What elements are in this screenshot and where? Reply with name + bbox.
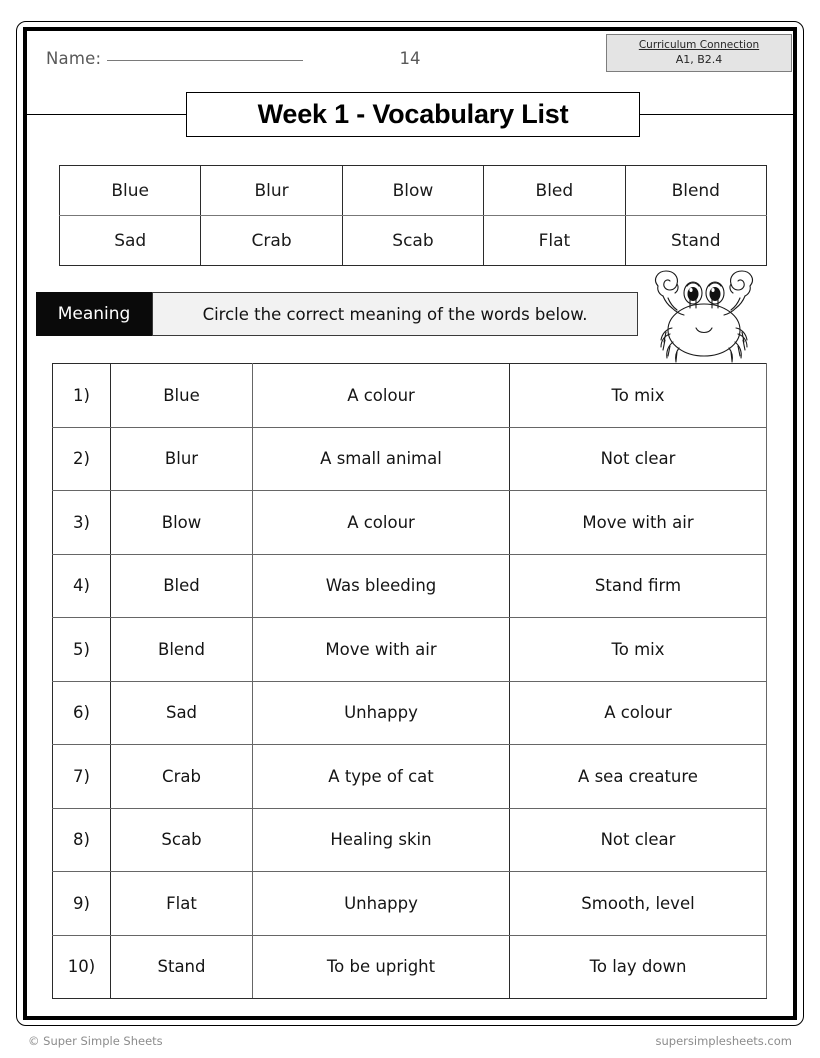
page-footer <box>28 1034 792 1048</box>
word-bank-row <box>60 166 767 216</box>
question-word: Stand <box>111 935 253 999</box>
question-word: Scab <box>111 808 253 872</box>
question-number: 6) <box>53 681 111 745</box>
question-option-b[interactable]: Smooth, level <box>510 872 767 936</box>
question-option-a[interactable]: Move with air <box>253 618 510 682</box>
question-number: 4) <box>53 554 111 618</box>
question-word: Bled <box>111 554 253 618</box>
question-word: Blow <box>111 491 253 555</box>
meaning-questions-body <box>53 364 767 999</box>
word-bank-cell: Crab <box>201 216 342 266</box>
word-bank-body <box>60 166 767 266</box>
curriculum-connection-box <box>606 34 792 72</box>
meaning-instruction-text: Circle the correct meaning of the words below. <box>202 304 588 324</box>
table-row <box>53 935 767 999</box>
table-row <box>53 618 767 682</box>
question-number: 7) <box>53 745 111 809</box>
meaning-instruction-panel <box>152 292 638 336</box>
name-label: Name: <box>46 49 102 68</box>
question-option-a[interactable]: To be upright <box>253 935 510 999</box>
table-row <box>53 681 767 745</box>
meaning-tab-label: Meaning <box>57 304 131 324</box>
footer-copyright: © Super Simple Sheets <box>28 1034 163 1048</box>
curriculum-connection-title: Curriculum Connection <box>638 39 760 51</box>
word-bank-cell: Flat <box>484 216 625 266</box>
question-option-b[interactable]: To mix <box>510 364 767 428</box>
question-number: 8) <box>53 808 111 872</box>
word-bank-cell: Bled <box>484 166 625 216</box>
crab-illustration <box>646 262 762 363</box>
word-bank-cell: Stand <box>625 216 766 266</box>
question-option-a[interactable]: A type of cat <box>253 745 510 809</box>
word-bank-cell: Blend <box>625 166 766 216</box>
question-option-b[interactable]: Stand firm <box>510 554 767 618</box>
question-option-b[interactable]: To lay down <box>510 935 767 999</box>
question-option-a[interactable]: A small animal <box>253 427 510 491</box>
page-number: 14 <box>399 49 421 68</box>
word-bank-cell: Blow <box>342 166 483 216</box>
table-row <box>53 364 767 428</box>
question-option-b[interactable]: A sea creature <box>510 745 767 809</box>
word-bank-cell: Blue <box>60 166 201 216</box>
footer-website: supersimplesheets.com <box>655 1034 792 1048</box>
table-row <box>53 554 767 618</box>
question-word: Blur <box>111 427 253 491</box>
question-option-a[interactable]: A colour <box>253 364 510 428</box>
question-option-b[interactable]: To mix <box>510 618 767 682</box>
question-number: 9) <box>53 872 111 936</box>
question-option-a[interactable]: Healing skin <box>253 808 510 872</box>
worksheet-title-box <box>186 92 640 137</box>
table-row <box>53 427 767 491</box>
table-row <box>53 872 767 936</box>
question-number: 1) <box>53 364 111 428</box>
page-title: Week 1 - Vocabulary List <box>257 99 569 129</box>
question-option-a[interactable]: Unhappy <box>253 681 510 745</box>
word-bank-cell: Blur <box>201 166 342 216</box>
table-row <box>53 491 767 555</box>
word-bank-row <box>60 216 767 266</box>
question-word: Blue <box>111 364 253 428</box>
question-option-b[interactable]: Move with air <box>510 491 767 555</box>
question-number: 3) <box>53 491 111 555</box>
question-option-a[interactable]: A colour <box>253 491 510 555</box>
table-row <box>53 808 767 872</box>
question-word: Crab <box>111 745 253 809</box>
question-option-b[interactable]: A colour <box>510 681 767 745</box>
word-bank-cell: Sad <box>60 216 201 266</box>
question-number: 2) <box>53 427 111 491</box>
question-number: 10) <box>53 935 111 999</box>
question-word: Blend <box>111 618 253 682</box>
table-row <box>53 745 767 809</box>
word-bank-table <box>59 165 767 266</box>
question-number: 5) <box>53 618 111 682</box>
question-option-a[interactable]: Unhappy <box>253 872 510 936</box>
question-option-b[interactable]: Not clear <box>510 427 767 491</box>
word-bank-cell: Scab <box>342 216 483 266</box>
question-option-a[interactable]: Was bleeding <box>253 554 510 618</box>
meaning-section-tab <box>36 292 152 336</box>
curriculum-connection-codes: A1, B2.4 <box>675 52 723 66</box>
meaning-questions-table <box>52 363 767 999</box>
question-option-b[interactable]: Not clear <box>510 808 767 872</box>
question-word: Flat <box>111 872 253 936</box>
question-word: Sad <box>111 681 253 745</box>
